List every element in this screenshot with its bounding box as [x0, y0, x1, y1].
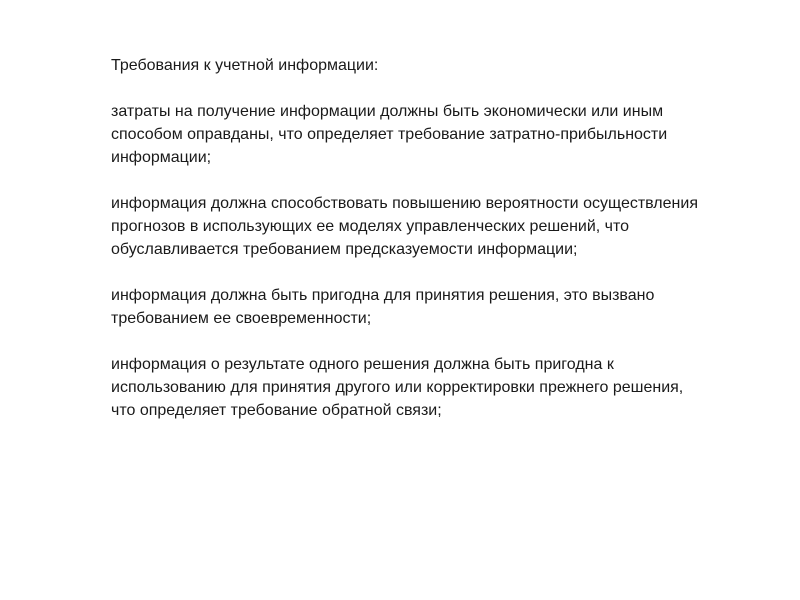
requirement-paragraph: информация о результате одного решения должна быть пригодна к использованию для принятия другого или корректировки прежнего решения, что определяет требование обратной связи;	[111, 356, 684, 419]
requirement-paragraph: информация должна быть пригодна для принятия решения, это вызвано требованием ее своевременности;	[111, 287, 655, 327]
requirement-paragraph: информация должна способствовать повышению вероятности осуществления прогнозов в использующих ее моделях управленческих решений, что обуславливается требованием предсказуемости информации;	[111, 195, 698, 258]
requirement-paragraph: затраты на получение информации должны быть экономически или иным способом оправданы, что определяет требование затратно-прибыльности информации;	[111, 103, 668, 166]
slide-content	[111, 54, 701, 422]
slide-heading: Требования к учетной информации:	[111, 57, 379, 74]
